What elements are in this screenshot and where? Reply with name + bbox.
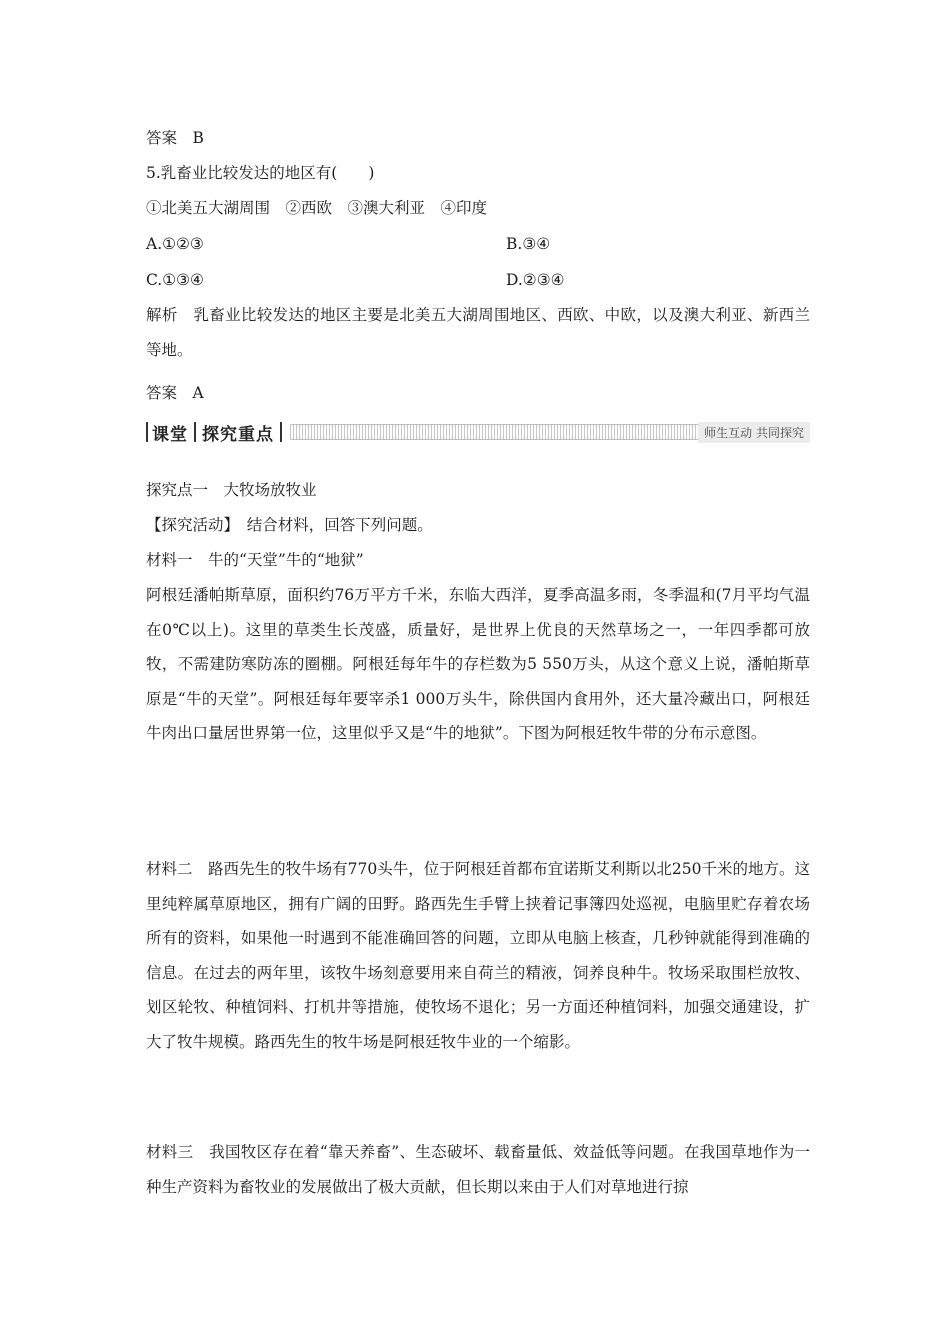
material3-body: 材料三 我国牧区存在着“靠天养畜”、生态破坏、载畜量低、效益低等问题。在我国草地作为一种生产资料为畜牧业的发展做出了极大贡献，但长期以来由于人们对草地进行掠 [146,1143,810,1196]
q5-option-d: D.②③④ [506,271,565,289]
q5-option-b: B.③④ [506,235,551,253]
material2-body: 材料二 路西先生的牧牛场有770头牛，位于阿根廷首都布宜诺斯艾利斯以北250千米的地方。这里纯粹属草原地区，拥有广阔的田野。路西先生手臂上挟着记事簿四处巡视，电脑里贮存着农场所有的资料，如果他一时遇到不能准确回答的问题，立即从电脑上核查，几秒钟就能得到准确的信息。在过去的两年里，该牧牛场刻意要用来自荷兰的精液，饲养良种牛。牧场采取围栏放牧、划区轮牧、种植饲料、打机井等措施，使牧场不退化；另一方面还种植饲料，加强交通建设，扩大了牧牛规模。路西先生的牧牛场是阿根廷牧牛业的一个缩影。 [146,860,810,1051]
banner-divider [280,422,282,442]
q5-option-c: C.①③④ [146,271,204,289]
banner-tag: 师生互动 共同探究 [698,422,810,443]
material1-title: 材料一 牛的“天堂”牛的“地狱” [146,551,364,569]
explore-heading: 探究点一 大牧场放牧业 [146,481,317,499]
banner-title-1: 课堂 [152,424,188,445]
banner-divider [194,422,196,442]
banner-title-2: 探究重点 [202,424,274,445]
q5-items: ①北美五大湖周围 ②西欧 ③澳大利亚 ④印度 [146,199,488,217]
explore-activity: 【探究活动】 结合材料，回答下列问题。 [146,516,433,534]
section-banner [146,420,810,444]
q5-stem: 5.乳畜业比较发达的地区有( ) [146,164,375,182]
banner-hatch-rule [290,424,698,440]
q5-analysis: 解析 乳畜业比较发达的地区主要是北美五大湖周围地区、西欧、中欧，以及澳大利亚、新西兰等地。 [146,306,810,359]
material1-body: 阿根廷潘帕斯草原，面积约76万平方千米，东临大西洋，夏季高温多雨，冬季温和(7月平均气温在0℃以上)。这里的草类生长茂盛，质量好，是世界上优良的天然草场之一，一年四季都可放牧，不需建防寒防冻的圈棚。阿根廷每年牛的存栏数为5 550万头，从这个意义上说，潘帕斯草原是“牛的天堂”。阿根廷每年要宰杀1 000万头牛，除供国内食用外，还大量冷藏出口，阿根廷牛肉出口量居世界第一位，这里似乎又是“牛的地狱”。下图为阿根廷牧牛带的分布示意图。 [146,586,810,743]
q4-answer: 答案 B [146,129,204,147]
q5-option-a: A.①②③ [146,235,204,253]
q5-answer: 答案 A [146,384,204,402]
